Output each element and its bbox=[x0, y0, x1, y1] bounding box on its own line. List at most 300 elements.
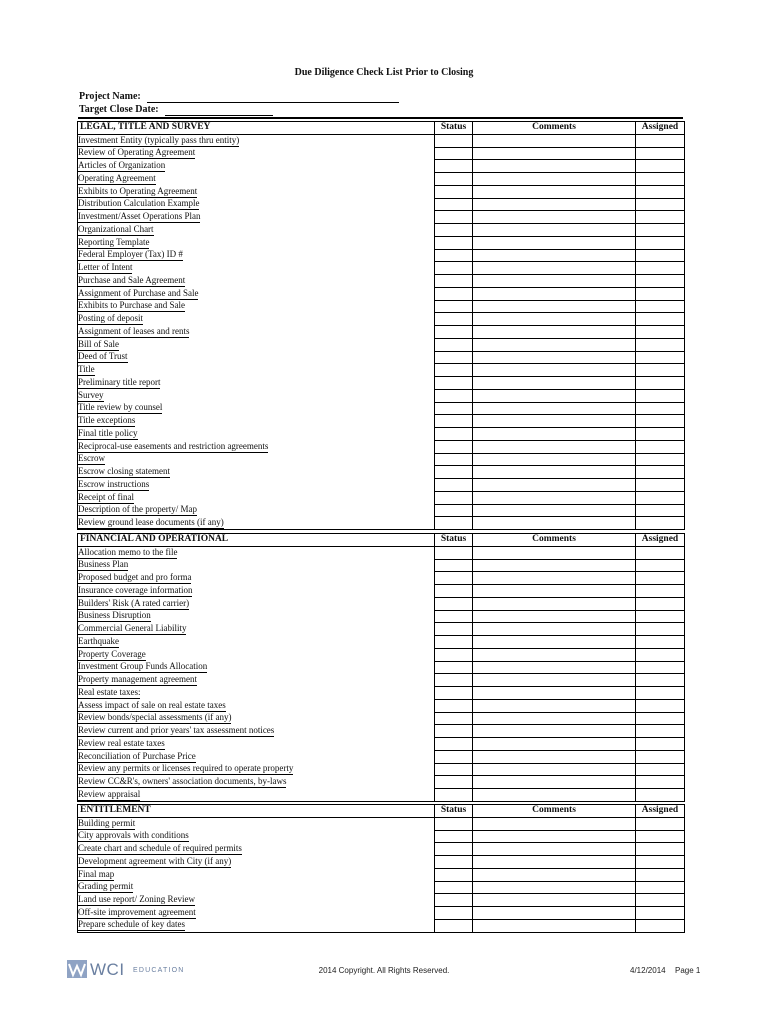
comments-cell[interactable] bbox=[473, 789, 636, 802]
status-cell[interactable] bbox=[435, 428, 473, 441]
checklist-row bbox=[78, 262, 685, 275]
comments-cell[interactable] bbox=[473, 185, 636, 198]
comments-cell[interactable] bbox=[473, 856, 636, 869]
status-cell[interactable] bbox=[435, 160, 473, 173]
comments-cell[interactable] bbox=[473, 517, 636, 530]
assigned-cell[interactable] bbox=[636, 504, 685, 517]
checklist-item-label: Exhibits to Purchase and Sale bbox=[78, 300, 185, 311]
assigned-cell[interactable] bbox=[636, 236, 685, 249]
comments-cell[interactable] bbox=[473, 750, 636, 763]
status-cell[interactable] bbox=[435, 134, 473, 147]
comments-cell[interactable] bbox=[473, 338, 636, 351]
status-cell[interactable] bbox=[435, 211, 473, 224]
assigned-cell[interactable] bbox=[636, 623, 685, 636]
status-cell[interactable] bbox=[435, 491, 473, 504]
checklist-item-label: Land use report/ Zoning Review bbox=[78, 894, 195, 905]
checklist-item-cell bbox=[78, 134, 435, 147]
comments-column-header: Comments bbox=[473, 122, 636, 135]
assigned-cell[interactable] bbox=[636, 776, 685, 789]
checklist-item-cell bbox=[78, 147, 435, 160]
comments-cell[interactable] bbox=[473, 440, 636, 453]
assigned-cell[interactable] bbox=[636, 894, 685, 907]
assigned-cell[interactable] bbox=[636, 738, 685, 751]
comments-cell[interactable] bbox=[473, 687, 636, 700]
financial-operational-section bbox=[77, 533, 685, 802]
checklist-row bbox=[78, 559, 685, 572]
comments-cell[interactable] bbox=[473, 559, 636, 572]
checklist-item-cell bbox=[78, 738, 435, 751]
assigned-cell[interactable] bbox=[636, 389, 685, 402]
assigned-cell[interactable] bbox=[636, 789, 685, 802]
comments-cell[interactable] bbox=[473, 636, 636, 649]
comments-cell[interactable] bbox=[473, 351, 636, 364]
status-cell[interactable] bbox=[435, 287, 473, 300]
checklist-item-cell bbox=[78, 262, 435, 275]
checklist-item-label: Survey bbox=[78, 389, 104, 400]
comments-cell[interactable] bbox=[473, 160, 636, 173]
checklist-row bbox=[78, 415, 685, 428]
entitlement-section bbox=[77, 804, 685, 933]
status-cell[interactable] bbox=[435, 326, 473, 339]
assigned-cell[interactable] bbox=[636, 881, 685, 894]
assigned-cell[interactable] bbox=[636, 147, 685, 160]
status-cell[interactable] bbox=[435, 817, 473, 830]
checklist-row bbox=[78, 623, 685, 636]
status-cell[interactable] bbox=[435, 415, 473, 428]
checklist-item-label: Final map bbox=[78, 868, 115, 879]
assigned-cell[interactable] bbox=[636, 868, 685, 881]
checklist-row bbox=[78, 712, 685, 725]
status-cell[interactable] bbox=[435, 173, 473, 186]
checklist-item-cell bbox=[78, 712, 435, 725]
checklist-item-cell bbox=[78, 300, 435, 313]
checklist-row bbox=[78, 856, 685, 869]
assigned-cell[interactable] bbox=[636, 843, 685, 856]
checklist-item-cell bbox=[78, 687, 435, 700]
checklist-row bbox=[78, 830, 685, 843]
status-cell[interactable] bbox=[435, 224, 473, 237]
project-name-row bbox=[79, 91, 399, 103]
status-cell[interactable] bbox=[435, 856, 473, 869]
assigned-cell[interactable] bbox=[636, 919, 685, 932]
assigned-cell[interactable] bbox=[636, 185, 685, 198]
logo-subtext: EDUCATION bbox=[133, 967, 185, 974]
checklist-item-label: Title exceptions bbox=[78, 415, 136, 426]
comments-cell[interactable] bbox=[473, 173, 636, 186]
assigned-cell[interactable] bbox=[636, 364, 685, 377]
assigned-cell[interactable] bbox=[636, 712, 685, 725]
status-cell[interactable] bbox=[435, 597, 473, 610]
status-cell[interactable] bbox=[435, 402, 473, 415]
comments-cell[interactable] bbox=[473, 623, 636, 636]
status-cell[interactable] bbox=[435, 364, 473, 377]
checklist-item-cell bbox=[78, 585, 435, 598]
checklist-item-label: Escrow bbox=[78, 453, 105, 464]
status-cell[interactable] bbox=[435, 712, 473, 725]
status-cell[interactable] bbox=[435, 881, 473, 894]
checklist-item-label: Reporting Template bbox=[78, 236, 150, 247]
status-cell[interactable] bbox=[435, 687, 473, 700]
status-cell[interactable] bbox=[435, 725, 473, 738]
checklist-row bbox=[78, 763, 685, 776]
checklist-row bbox=[78, 881, 685, 894]
status-cell[interactable] bbox=[435, 249, 473, 262]
checklist-row bbox=[78, 249, 685, 262]
checklist-item-label: Distribution Calculation Example bbox=[78, 198, 200, 209]
comments-cell[interactable] bbox=[473, 712, 636, 725]
checklist-item-label: Reciprocal-use easements and restriction agreements bbox=[78, 440, 269, 451]
status-cell[interactable] bbox=[435, 300, 473, 313]
checklist-item-cell bbox=[78, 236, 435, 249]
checklist-item-cell bbox=[78, 198, 435, 211]
checklist-item-label: Builders' Risk (A rated carrier) bbox=[78, 597, 190, 608]
assigned-cell[interactable] bbox=[636, 636, 685, 649]
assigned-cell[interactable] bbox=[636, 211, 685, 224]
status-cell[interactable] bbox=[435, 610, 473, 623]
assigned-cell[interactable] bbox=[636, 440, 685, 453]
checklist-item-cell bbox=[78, 907, 435, 920]
checklist-item-label: Prepare schedule of key dates bbox=[78, 919, 185, 930]
status-cell[interactable] bbox=[435, 389, 473, 402]
assigned-cell[interactable] bbox=[636, 134, 685, 147]
checklist-item-cell bbox=[78, 817, 435, 830]
status-cell[interactable] bbox=[435, 262, 473, 275]
comments-cell[interactable] bbox=[473, 648, 636, 661]
status-cell[interactable] bbox=[435, 313, 473, 326]
page-footer bbox=[0, 958, 768, 982]
checklist-row bbox=[78, 504, 685, 517]
status-cell[interactable] bbox=[435, 351, 473, 364]
status-cell[interactable] bbox=[435, 585, 473, 598]
status-cell[interactable] bbox=[435, 275, 473, 288]
status-cell[interactable] bbox=[435, 661, 473, 674]
status-cell[interactable] bbox=[435, 763, 473, 776]
status-cell[interactable] bbox=[435, 198, 473, 211]
status-cell[interactable] bbox=[435, 623, 473, 636]
status-cell[interactable] bbox=[435, 830, 473, 843]
comments-cell[interactable] bbox=[473, 868, 636, 881]
status-cell[interactable] bbox=[435, 466, 473, 479]
checklist-item-cell bbox=[78, 428, 435, 441]
comments-cell[interactable] bbox=[473, 776, 636, 789]
comments-cell[interactable] bbox=[473, 313, 636, 326]
checklist-item-cell bbox=[78, 249, 435, 262]
comments-cell[interactable] bbox=[473, 763, 636, 776]
comments-cell[interactable] bbox=[473, 919, 636, 932]
checklist-row bbox=[78, 776, 685, 789]
comments-cell[interactable] bbox=[473, 725, 636, 738]
checklist-row bbox=[78, 351, 685, 364]
checklist-row bbox=[78, 389, 685, 402]
comments-cell[interactable] bbox=[473, 211, 636, 224]
checklist-item-cell bbox=[78, 636, 435, 649]
comments-cell[interactable] bbox=[473, 610, 636, 623]
comments-cell[interactable] bbox=[473, 881, 636, 894]
checklist-item-cell bbox=[78, 725, 435, 738]
comments-cell[interactable] bbox=[473, 326, 636, 339]
comments-cell[interactable] bbox=[473, 389, 636, 402]
checklist-item-label: Business Disruption bbox=[78, 610, 151, 621]
status-cell[interactable] bbox=[435, 546, 473, 559]
status-cell[interactable] bbox=[435, 894, 473, 907]
comments-cell[interactable] bbox=[473, 249, 636, 262]
status-cell[interactable] bbox=[435, 738, 473, 751]
checklist-row bbox=[78, 466, 685, 479]
comments-cell[interactable] bbox=[473, 147, 636, 160]
assigned-cell[interactable] bbox=[636, 313, 685, 326]
checklist-item-cell bbox=[78, 856, 435, 869]
checklist-item-cell bbox=[78, 351, 435, 364]
checklist-item-cell bbox=[78, 491, 435, 504]
status-column-header: Status bbox=[435, 805, 473, 818]
checklist-item-cell bbox=[78, 830, 435, 843]
checklist-item-cell bbox=[78, 479, 435, 492]
checklist-item-label: Bill of Sale bbox=[78, 338, 119, 349]
checklist-item-label: Assess impact of sale on real estate taxes bbox=[78, 699, 226, 710]
checklist-item-label: Purchase and Sale Agreement bbox=[78, 274, 186, 285]
comments-cell[interactable] bbox=[473, 479, 636, 492]
assigned-cell[interactable] bbox=[636, 559, 685, 572]
status-cell[interactable] bbox=[435, 919, 473, 932]
checklist-item-cell bbox=[78, 224, 435, 237]
checklist-item-cell bbox=[78, 173, 435, 186]
checklist-item-label: Articles of Organization bbox=[78, 160, 166, 171]
status-cell[interactable] bbox=[435, 236, 473, 249]
checklist-item-label: City approvals with conditions bbox=[78, 830, 189, 841]
document-title: Due Diligence Check List Prior to Closing bbox=[294, 67, 474, 78]
checklist-item-label: Off-site improvement agreement bbox=[78, 906, 196, 917]
comments-cell[interactable] bbox=[473, 134, 636, 147]
assigned-column-header: Assigned bbox=[636, 805, 685, 818]
checklist-item-cell bbox=[78, 868, 435, 881]
checklist-item-label: Exhibits to Operating Agreement bbox=[78, 185, 198, 196]
assigned-cell[interactable] bbox=[636, 546, 685, 559]
status-cell[interactable] bbox=[435, 453, 473, 466]
checklist-item-cell bbox=[78, 440, 435, 453]
checklist-item-label: Review appraisal bbox=[78, 788, 141, 799]
assigned-cell[interactable] bbox=[636, 198, 685, 211]
status-cell[interactable] bbox=[435, 559, 473, 572]
comments-cell[interactable] bbox=[473, 572, 636, 585]
comments-cell[interactable] bbox=[473, 817, 636, 830]
checklist-item-cell bbox=[78, 466, 435, 479]
comments-cell[interactable] bbox=[473, 377, 636, 390]
assigned-cell[interactable] bbox=[636, 610, 685, 623]
checklist-row bbox=[78, 868, 685, 881]
comments-cell[interactable] bbox=[473, 275, 636, 288]
checklist-row bbox=[78, 377, 685, 390]
checklist-item-cell bbox=[78, 453, 435, 466]
comments-cell[interactable] bbox=[473, 907, 636, 920]
checklist-item-label: Earthquake bbox=[78, 635, 119, 646]
comments-cell[interactable] bbox=[473, 843, 636, 856]
assigned-cell[interactable] bbox=[636, 585, 685, 598]
section-title: FINANCIAL AND OPERATIONAL bbox=[78, 534, 435, 547]
checklist-item-cell bbox=[78, 160, 435, 173]
assigned-cell[interactable] bbox=[636, 491, 685, 504]
checklist-item-label: Allocation memo to the file bbox=[78, 546, 178, 557]
checklist-row bbox=[78, 610, 685, 623]
section-title: LEGAL, TITLE AND SURVEY bbox=[78, 122, 435, 135]
checklist-item-label: Proposed budget and pro forma bbox=[78, 572, 192, 583]
comments-cell[interactable] bbox=[473, 699, 636, 712]
status-cell[interactable] bbox=[435, 636, 473, 649]
checklist-row bbox=[78, 919, 685, 932]
checklist-item-cell bbox=[78, 789, 435, 802]
comments-cell[interactable] bbox=[473, 546, 636, 559]
assigned-cell[interactable] bbox=[636, 648, 685, 661]
status-cell[interactable] bbox=[435, 504, 473, 517]
target-close-date-label: Target Close Date: bbox=[79, 104, 159, 115]
checklist-item-label: Deed of Trust bbox=[78, 351, 128, 362]
assigned-cell[interactable] bbox=[636, 817, 685, 830]
target-close-date-field[interactable] bbox=[165, 105, 273, 116]
status-cell[interactable] bbox=[435, 789, 473, 802]
assigned-cell[interactable] bbox=[636, 262, 685, 275]
status-cell[interactable] bbox=[435, 648, 473, 661]
checklist-row bbox=[78, 428, 685, 441]
checklist-item-label: Property Coverage bbox=[78, 648, 146, 659]
comments-cell[interactable] bbox=[473, 198, 636, 211]
checklist-row bbox=[78, 453, 685, 466]
status-cell[interactable] bbox=[435, 338, 473, 351]
assigned-cell[interactable] bbox=[636, 479, 685, 492]
checklist-item-label: Review ground lease documents (if any) bbox=[78, 516, 224, 527]
checklist-item-label: Reconciliation of Purchase Price bbox=[78, 750, 196, 761]
status-cell[interactable] bbox=[435, 147, 473, 160]
section-header-row bbox=[78, 805, 685, 818]
assigned-cell[interactable] bbox=[636, 326, 685, 339]
assigned-cell[interactable] bbox=[636, 597, 685, 610]
checklist-item-cell bbox=[78, 185, 435, 198]
status-cell[interactable] bbox=[435, 572, 473, 585]
assigned-cell[interactable] bbox=[636, 287, 685, 300]
checklist-row bbox=[78, 313, 685, 326]
assigned-cell[interactable] bbox=[636, 674, 685, 687]
header-rule bbox=[78, 117, 683, 119]
comments-cell[interactable] bbox=[473, 287, 636, 300]
checklist-item-cell bbox=[78, 597, 435, 610]
comments-cell[interactable] bbox=[473, 738, 636, 751]
assigned-cell[interactable] bbox=[636, 517, 685, 530]
assigned-cell[interactable] bbox=[636, 907, 685, 920]
status-cell[interactable] bbox=[435, 699, 473, 712]
comments-cell[interactable] bbox=[473, 428, 636, 441]
checklist-item-label: Organizational Chart bbox=[78, 223, 154, 234]
checklist-item-label: Review CC&R's, owners' association documents, by-laws bbox=[78, 776, 287, 787]
comments-cell[interactable] bbox=[473, 300, 636, 313]
status-cell[interactable] bbox=[435, 843, 473, 856]
assigned-cell[interactable] bbox=[636, 428, 685, 441]
assigned-cell[interactable] bbox=[636, 173, 685, 186]
comments-cell[interactable] bbox=[473, 504, 636, 517]
comments-cell[interactable] bbox=[473, 830, 636, 843]
checklist-item-label: Building permit bbox=[78, 817, 136, 828]
status-cell[interactable] bbox=[435, 868, 473, 881]
checklist-row bbox=[78, 894, 685, 907]
assigned-cell[interactable] bbox=[636, 763, 685, 776]
comments-cell[interactable] bbox=[473, 262, 636, 275]
status-cell[interactable] bbox=[435, 440, 473, 453]
checklist-item-label: Escrow closing statement bbox=[78, 466, 170, 477]
checklist-item-cell bbox=[78, 610, 435, 623]
checklist-row bbox=[78, 597, 685, 610]
checklist-item-cell bbox=[78, 546, 435, 559]
assigned-cell[interactable] bbox=[636, 402, 685, 415]
checklist-item-cell bbox=[78, 894, 435, 907]
checklist-item-label: Final title policy bbox=[78, 427, 138, 438]
checklist-item-label: Letter of Intent bbox=[78, 262, 133, 273]
comments-cell[interactable] bbox=[473, 402, 636, 415]
checklist-row bbox=[78, 572, 685, 585]
comments-cell[interactable] bbox=[473, 894, 636, 907]
status-cell[interactable] bbox=[435, 674, 473, 687]
assigned-cell[interactable] bbox=[636, 661, 685, 674]
assigned-cell[interactable] bbox=[636, 415, 685, 428]
comments-cell[interactable] bbox=[473, 597, 636, 610]
status-cell[interactable] bbox=[435, 907, 473, 920]
comments-cell[interactable] bbox=[473, 453, 636, 466]
checklist-item-label: Property management agreement bbox=[78, 674, 197, 685]
comments-cell[interactable] bbox=[473, 415, 636, 428]
checklist-item-label: Commercial General Liability bbox=[78, 623, 187, 634]
assigned-cell[interactable] bbox=[636, 699, 685, 712]
assigned-cell[interactable] bbox=[636, 466, 685, 479]
assigned-cell[interactable] bbox=[636, 453, 685, 466]
checklist-row bbox=[78, 173, 685, 186]
assigned-cell[interactable] bbox=[636, 300, 685, 313]
assigned-cell[interactable] bbox=[636, 351, 685, 364]
comments-cell[interactable] bbox=[473, 224, 636, 237]
checklist-item-label: Federal Employer (Tax) ID # bbox=[78, 249, 183, 260]
status-cell[interactable] bbox=[435, 776, 473, 789]
assigned-cell[interactable] bbox=[636, 377, 685, 390]
comments-cell[interactable] bbox=[473, 236, 636, 249]
status-cell[interactable] bbox=[435, 479, 473, 492]
assigned-cell[interactable] bbox=[636, 572, 685, 585]
comments-cell[interactable] bbox=[473, 585, 636, 598]
assigned-cell[interactable] bbox=[636, 725, 685, 738]
assigned-cell[interactable] bbox=[636, 750, 685, 763]
status-cell[interactable] bbox=[435, 377, 473, 390]
comments-cell[interactable] bbox=[473, 674, 636, 687]
assigned-cell[interactable] bbox=[636, 338, 685, 351]
assigned-cell[interactable] bbox=[636, 856, 685, 869]
checklist-row bbox=[78, 817, 685, 830]
status-cell[interactable] bbox=[435, 750, 473, 763]
checklist-item-cell bbox=[78, 572, 435, 585]
assigned-cell[interactable] bbox=[636, 249, 685, 262]
checklist-row bbox=[78, 636, 685, 649]
section-header-row bbox=[78, 534, 685, 547]
status-cell[interactable] bbox=[435, 185, 473, 198]
assigned-cell[interactable] bbox=[636, 830, 685, 843]
checklist-item-cell bbox=[78, 661, 435, 674]
comments-cell[interactable] bbox=[473, 466, 636, 479]
assigned-cell[interactable] bbox=[636, 224, 685, 237]
comments-cell[interactable] bbox=[473, 661, 636, 674]
assigned-cell[interactable] bbox=[636, 275, 685, 288]
checklist-item-cell bbox=[78, 776, 435, 789]
assigned-cell[interactable] bbox=[636, 160, 685, 173]
checklist-item-label: Investment Group Funds Allocation bbox=[78, 661, 208, 672]
project-name-field[interactable] bbox=[147, 92, 399, 103]
assigned-cell[interactable] bbox=[636, 687, 685, 700]
status-cell[interactable] bbox=[435, 517, 473, 530]
comments-cell[interactable] bbox=[473, 491, 636, 504]
comments-cell[interactable] bbox=[473, 364, 636, 377]
checklist-item-label: Preliminary title report bbox=[78, 376, 161, 387]
